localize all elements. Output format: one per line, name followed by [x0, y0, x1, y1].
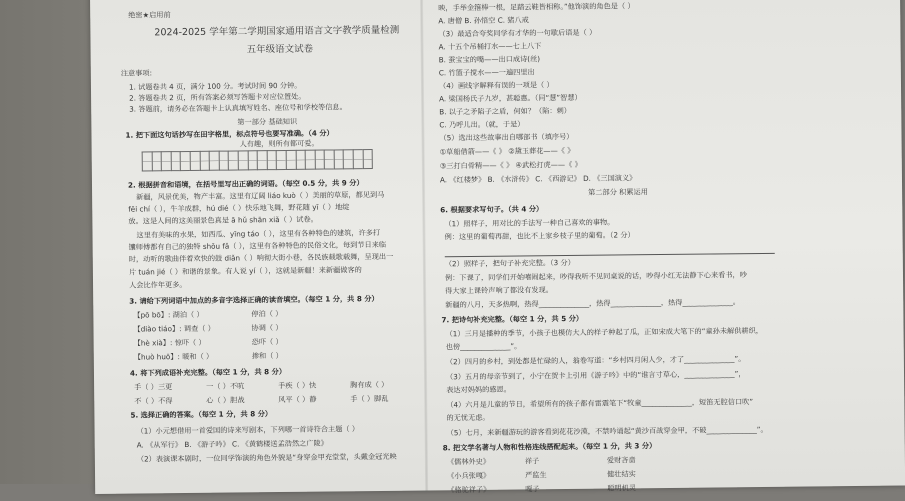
q4-cell: 胸有成（ ） — [350, 379, 389, 390]
q4-cell: 心（ ）胆战 — [206, 395, 245, 405]
grid-cell[interactable] — [151, 151, 161, 171]
q8-book: 《骆驼祥子》 — [447, 484, 491, 495]
q7-line: 也傍______________”。 — [445, 341, 522, 352]
exam-paper — [90, 0, 905, 494]
page-fold — [420, 0, 428, 491]
part1-heading: 第一部分 基础知识 — [237, 116, 298, 127]
q5-line: （3）最适合夸奖同学有才华的一句歇后语是（ ） — [438, 27, 597, 39]
q5-line: B. 蚕宝宝的嘴——出口成诗(丝) — [438, 54, 541, 65]
q4-cell: 一（ ）不吭 — [206, 381, 245, 391]
q5-line: A. 十五个吊桶打水——七上八下 — [438, 41, 542, 52]
question-2: 2. 根据拼音和语境，在括号里写出正确的词语。（每空 0.5 分，共 9 分） — [127, 178, 364, 190]
grid-cell[interactable] — [343, 149, 353, 169]
notice-3: 3. 答题前，请务必在答题卡上认真填写姓名、座位号和学校等信息。 — [129, 102, 347, 114]
q2-line: 馕师傅都有自己的独特 shǒu fǎ（ ），这里有各种特色的民俗文化，每到节日来临 — [128, 239, 387, 252]
q8-trait: 健壮结实 — [607, 469, 636, 479]
notice-heading: 注意事项: — [120, 68, 153, 78]
grid-cell[interactable] — [180, 151, 190, 171]
q2-line: 这里有美味的水果，如西瓜、yīng táo（ ），这里有各种特色的建筑，许多打 — [136, 227, 381, 240]
grid-cell[interactable] — [266, 150, 276, 170]
grid-cell[interactable] — [170, 151, 180, 171]
q7-line: 表达对妈妈的感恩。 — [446, 384, 511, 395]
grid-cell[interactable] — [362, 149, 373, 169]
question-8: 8. 把文学名著与人物和性格连线搭配起来。（每空 1 分，共 3 分） — [442, 441, 657, 453]
question-1: 1. 把下面这句话抄写在田字格里，标点符号也要写准确。（4 分） — [125, 128, 334, 140]
grid-cell[interactable] — [161, 151, 171, 171]
exam-subtitle: 五年级语文试卷 — [246, 43, 314, 56]
q5-line: ①草船借箭——《 》 ②黛玉葬花——《 》 — [439, 145, 575, 157]
q6-line: （2）照样子，把句子补充完整。（3 分） — [444, 257, 575, 269]
part2-heading: 第二部分 积累运用 — [588, 187, 648, 197]
q8-person: 祥子 — [524, 456, 540, 466]
q7-line: （2）四月的乡村，到处都是忙碌的人，翁卷写道：“乡村四月闲人少，才了______________”。 — [445, 354, 746, 367]
grid-cell[interactable] — [142, 151, 152, 171]
q6-line: 新疆的八月，天多热啊，热得______________，热得______________，热得______________。 — [445, 297, 741, 310]
q3-cell: 协调（ ） — [251, 323, 283, 333]
q5-line: ③三打白骨精——《 》 ④武松打虎——《 》 — [439, 159, 582, 171]
q3-cell: 【huò huō】: 暖和（ ） — [133, 351, 214, 362]
q2-line: 时，动听的歌曲伴着欢快的鼓 diǎn（ ）响彻大街小巷，各民族载歌载舞，呈现出一 — [128, 251, 394, 264]
q3-cell: 掺和（ ） — [251, 351, 283, 361]
question-5: 5. 选择正确的答案。（每空 1 分，共 8 分） — [130, 409, 273, 420]
writing-grid — [142, 149, 373, 171]
q7-line: 的无忧无虑。 — [446, 412, 490, 423]
q5-line: B. 以子之矛陷子之盾，何如？（陷：刺） — [439, 105, 571, 117]
q3-cell: 【diào tiáo】: 调查（ ） — [133, 323, 215, 334]
q4-cell: 手（ ）脚乱 — [350, 393, 389, 404]
q4-cell: 手（ ）三更 — [134, 382, 173, 392]
q7-line: （1）三月是播种的季节，小孩子也模仿大人的样子种起了瓜，正如宋成大笔下的“童孙未解供耕织， — [445, 325, 763, 339]
question-4: 4. 将下列成语补充完整。（每空 1 分，共 8 分） — [129, 366, 287, 378]
grid-cell[interactable] — [276, 150, 286, 170]
q8-book: 《儒林外史》 — [446, 456, 491, 467]
grid-cell[interactable] — [228, 150, 238, 170]
answer-line[interactable] — [445, 253, 775, 257]
q8-book: 《小兵张嘎》 — [447, 470, 491, 481]
q5-line: C. 竹篮子搅水——一遍四里出 — [438, 67, 535, 78]
notice-1: 1. 试题卷共 4 页，满分 100 分。考试时间 90 分钟。 — [128, 80, 302, 92]
question-3: 3. 请给下列词语中加点的多音字选择正确的读音填空。（每空 1 分，共 8 分） — [129, 293, 379, 306]
grid-cell[interactable] — [190, 151, 200, 171]
q4-cell: 手疾（ ）快 — [278, 380, 317, 391]
grid-cell[interactable] — [295, 150, 305, 170]
q6-line: 例：这里的葡萄再甜，也比不上家乡枝子里的葡萄。（2 分） — [444, 230, 635, 242]
q5-line: （5）选出这些故事出自哪部书（填序号） — [439, 131, 574, 143]
grid-cell[interactable] — [209, 151, 219, 171]
q6-line: 例：下课了，同学们开始嘻闹起来，吵得我听不见同桌说的话，吵得小红无法静下心来看书，吵 — [444, 270, 747, 283]
grid-cell[interactable] — [247, 150, 257, 170]
grid-cell[interactable] — [286, 150, 296, 170]
question-6: 6. 根据要求写句子。（共 4 分） — [440, 204, 544, 215]
q8-person: 严监生 — [525, 470, 547, 480]
q4-cell: 不（ ）不得 — [134, 396, 173, 406]
q8-trait: 爱财吝啬 — [606, 455, 636, 465]
q2-line: 放。这是人间的这美丽景色真是 ā hǔ shān xiǎ（ ）试卷。 — [128, 214, 318, 226]
question-7: 7. 把诗句补充完整。（每空 1 分，共 5 分） — [441, 313, 584, 325]
grid-cell[interactable] — [334, 149, 344, 169]
q2-line: 新疆，风景优美，物产丰富。这里有辽阔 liáo kuò（ ）美丽的草原，都见到马 — [136, 189, 385, 202]
grid-cell[interactable] — [353, 149, 363, 169]
q5-line: （4）画线字解释有误的一项是（ ） — [438, 80, 554, 91]
q5-line: A. 《从军行》 B. 《游子吟》 C. 《黄鹤楼送孟浩然之广陵》 — [136, 438, 328, 450]
notice-2: 2. 答题卷共 2 页，所有答案必须写答题卡对应位置处。 — [129, 91, 306, 103]
q2-line: fēi chí（ ），牛羊成群，hú dié（ ）快乐地飞舞，野花随 yī（ ）地绽 — [128, 202, 350, 214]
q2-line: 人会比作年更多。 — [129, 280, 187, 290]
grid-cell[interactable] — [257, 150, 267, 170]
q6-line: （1）照样子，用对比的手法写一种自己喜欢的事物。 — [444, 217, 615, 229]
q3-cell: 停泊（ ） — [251, 309, 283, 319]
q5-line: （2）表演课本剧时，一位同学饰演的角色外貌是“身穿金甲充堂堂，头戴金冠光映 — [136, 451, 397, 464]
q5-line: A. 《红楼梦》 B. 《水浒传》 C. 《西游记》 D. 《三国演义》 — [439, 173, 637, 185]
q3-cell: 【pō bō】: 湖泊（ ） — [133, 309, 204, 320]
grid-cell[interactable] — [218, 151, 228, 171]
q3-cell: 恐吓（ ） — [251, 337, 283, 347]
q4-cell: 风平（ ）静 — [278, 394, 317, 405]
q2-line: 片 tuán jié（ ）和谐的景象。有人说 yí（ ），这就是新疆！来新疆做客的 — [128, 265, 362, 277]
q7-line: （5）七月，来新疆游玩的游客看到花花沙漠，不禁吟诵起“黄沙百战穿金甲，不破______________”。 — [446, 424, 768, 438]
q3-cell: 【hè xià】: 惊吓（ ） — [133, 337, 206, 348]
q1-sentence: 人有趣，则所有都可爱。 — [239, 138, 319, 149]
grid-cell[interactable] — [314, 150, 324, 170]
grid-cell[interactable] — [199, 151, 209, 171]
grid-cell[interactable] — [238, 150, 248, 170]
exam-title: 2024-2025 学年第二学期国家通用语言文字教学质量检测 — [154, 24, 400, 39]
q8-person: 嘎子 — [525, 484, 540, 494]
q8-trait: 聪明机灵 — [607, 483, 637, 493]
secret-label: 绝密★启用前 — [128, 10, 171, 20]
q5-line: 映，手举金箍棒一根，足踏云鞋皆相称。”他饰演的角色是（ ） — [438, 1, 635, 13]
q5-line: A. 唐僧 B. 孙悟空 C. 猪八戒 — [438, 15, 529, 26]
q5-line: （1）小元想借用一首爱国的诗来写剧本，下列哪一首诗符合主题（ ） — [136, 424, 360, 436]
q7-line: （3）五月的母亲节到了，小宁在贺卡上引用《游子吟》中的“谁言寸草心，______________”， — [445, 369, 746, 382]
grid-cell[interactable] — [324, 149, 334, 169]
q6-line: 得大家上课铃声响了都没有发现。 — [445, 285, 553, 296]
q5-line: A. 梁国杨氏子九岁，甚聪惠。（同“慧”智慧） — [439, 92, 582, 104]
q7-line: （4）六月是儿童的节日，希望所有的孩子都有雷震笔下“牧童______________，短笛无腔信口吹” — [446, 397, 754, 410]
q5-line: C. 乃呼儿出。（就，于是） — [439, 119, 525, 130]
grid-cell[interactable] — [305, 150, 315, 170]
